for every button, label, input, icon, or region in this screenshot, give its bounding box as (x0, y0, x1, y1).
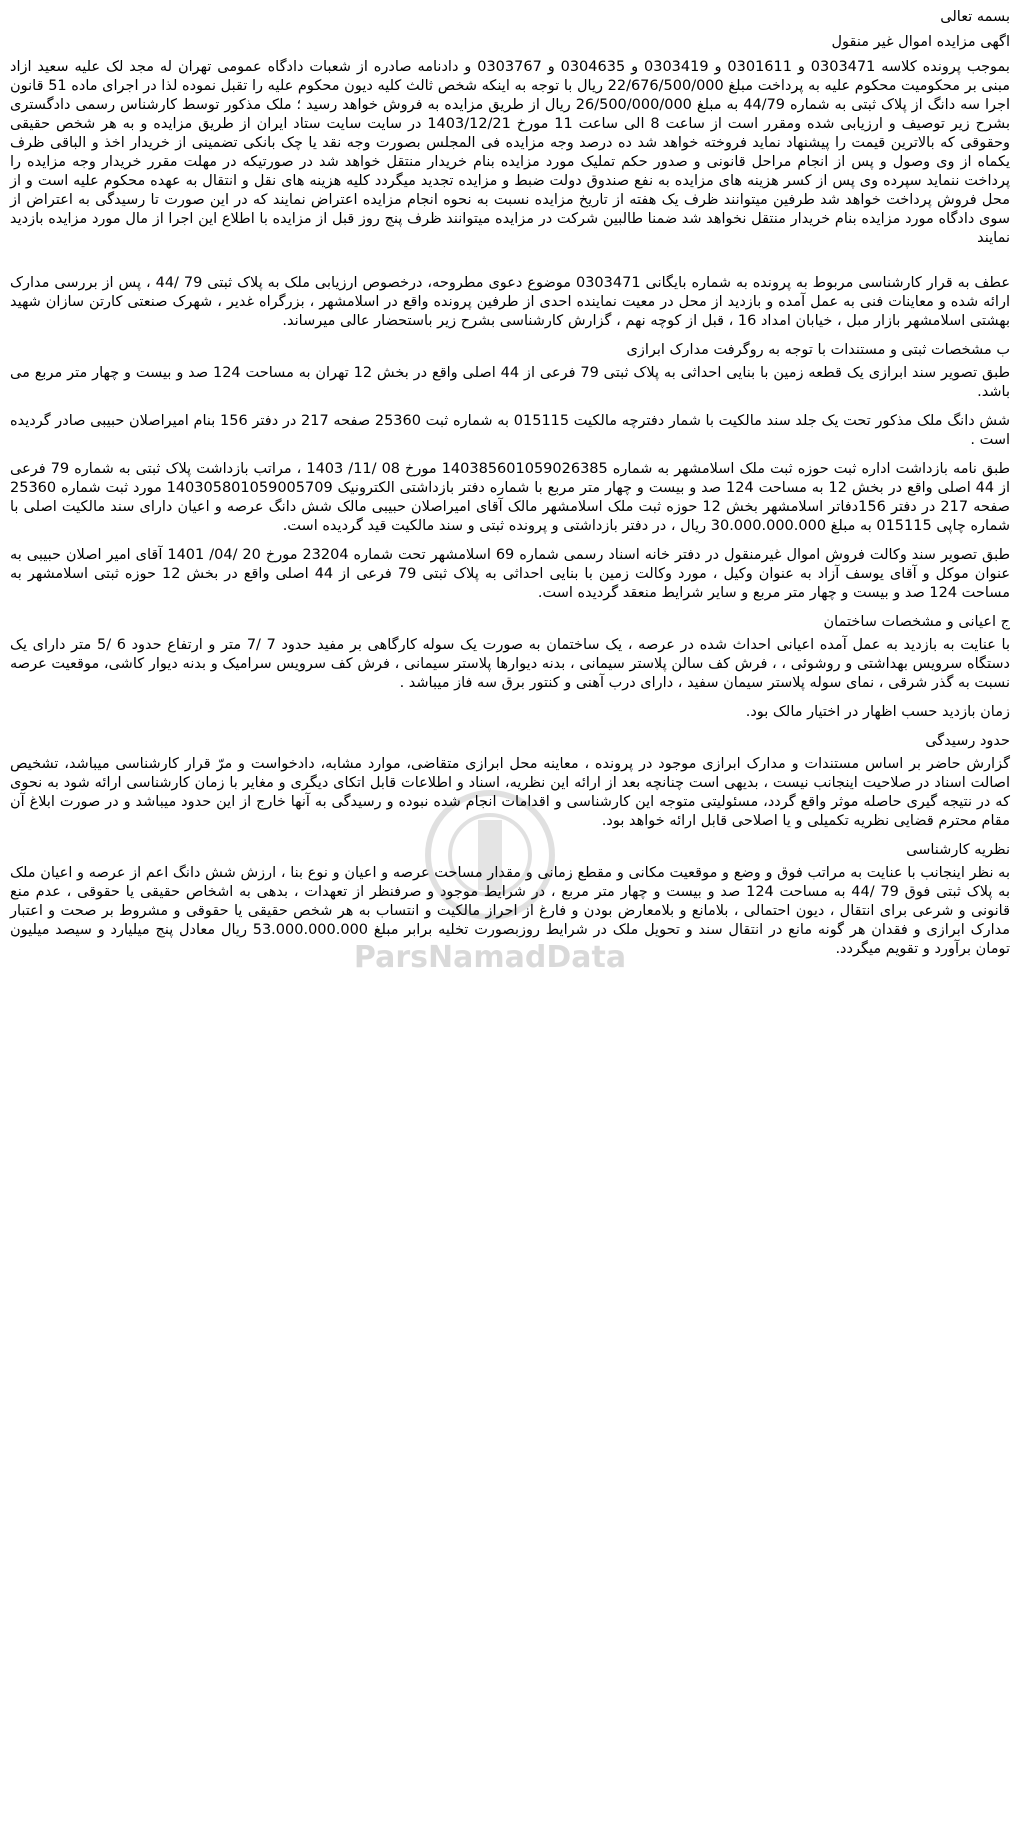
section-b-paragraph-1: طبق تصویر سند ابرازی یک قطعه زمین با بنایی احداثی به پلاک ثبتی 79 فرعی از 44 اصلی واقع در بخش 12 تهران به مساحت 124 صد و بیست و چهار متر مربع می باشد. (10, 365, 1010, 400)
scope-paragraph: گزارش حاضر بر اساس مستندات و مدارک ابرازی موجود در پرونده ، معاینه محل ابرازی متقاضی، موارد مشابه، دادخواست و مرّ قرار کارشناسی میباشد، تشخیص اصالت اسناد در صلاحیت اینجانب نیست ، بدیهی است چنانچه بعد از ارائه این نظریه، اسناد و اطلاعات قابل اتکای دیگری و مغایر با زمان کارشناسی ارائه شود به نحوی که در نتیجه گیری حاصله موثر واقع گردد، مسئولیتی متوجه این کارشناسی و اقدامات انجام شده نبوده و رسیدگی به آنها خارج از این حدود میباشد و در صورت ابلاغ آن مقام محترم قضایی نظریه تکمیلی و یا اصلاحی قابل ارائه خواهد بود. (10, 756, 1010, 829)
opinion-paragraph: به نظر اینجانب با عنایت به مراتب فوق و وضع و موقعیت مکانی و مقطع زمانی و مقدار مساحت عرصه و اعیان و نوع بنا ، ارزش شش دانگ اعم از عرصه و اعیان ملک به پلاک ثبتی فوق 79 /44 به مساحت 124 صد و بیست و چهار متر مربع ، در شرایط موجود و صرفنظر از تعهدات ، بدهی به اشخاص حقیقی یا حقوقی ، عدم منع قانونی و شرعی برای انتقال ، دیون احتمالی ، بلامانع و بلامعارض بودن و فارغ از احراز مالکیت و انتساب به هر شخص حقیقی یا حقوقی و مشروط بر صحت و اعتبار مدارک ابرازی و فقدان هر گونه مانع در انتقال سند و تحویل ملک در شرایط روزبصورت تخلیه برابر مبلغ 53.000.000.000 ریال معادل پنج میلیارد و سیصد میلیون تومان برآورد و تقویم میگردد. (10, 865, 1010, 957)
section-c-heading: ج اعیانی و مشخصات ساختمان (823, 614, 1010, 630)
document-subtitle: اگهی مزایده اموال غیر منقول (831, 34, 1010, 50)
watermark-brand: ParsNamadData (353, 940, 627, 975)
section-b-paragraph-2: شش دانگ ملک مذکور تحت یک جلد سند مالکیت با شمار دفترچه مالکیت 015115 به شماره ثبت 25360 صفحه 217 در دفتر 156 بنام امیراصلان حبیبی صادر گردیده است . (10, 413, 1011, 448)
section-b-heading: ب مشخصات ثبتی و مستندات با توجه به روگرفت مدارک ابرازی (626, 342, 1010, 358)
section-b-paragraph-3: طبق نامه بازداشت اداره ثبت حوزه ثبت ملک اسلامشهر به شماره 140385601059026385 مورخ 08 /11/ 1403 ، مراتب بازداشت پلاک ثبتی به شماره 79 فرعی از 44 اصلی واقع در بخش 12 به مساحت 124 صد و بیست و چهار متر مربع با شماره دفتر بازداشتی الکترونیک 140305801059005709 مورد ثبت شماره 25360 صفحه 217 در دفتر 156دفاتر اسلامشهر بخش 12 حوزه ثبت ملک اسلامشهر مالک آقای امیراصلان حبیبی مالک شش دانگ عرصه و اعیان دارای سند مالکیت اصلی با شماره چاپی 015115 به مبلغ 30.000.000.000 ریال ، در دفتر بازداشتی و پرونده ثبتی و سند مالکیت قید گردیده است. (10, 461, 1010, 534)
scope-heading: حدود رسیدگی (925, 733, 1010, 749)
section-c-paragraph-1: با عنایت به بازدید به عمل آمده اعیانی احداث شده در عرصه ، یک ساختمان به صورت یک سوله کارگاهی بر مفید حدود 7 /7 متر و ارتفاع حدود 6 /5 متر دارای یک دستگاه سرویس بهداشتی و روشوئی ، ، فرش کف سالن پلاستر سیمانی ، بدنه دیوارها پلاستر سیمانی ، فرش کف سرویس سرامیک و بدنه دیوار کاشی، موقعیت عرصه نسبت به گذر شرقی ، نمای سوله پلاستر سیمان سفید ، دارای درب آهنی و کنتور برق سه فاز میباشد . (10, 637, 1011, 691)
document-title: بسمه تعالی (940, 9, 1010, 25)
visit-note: زمان بازدید حسب اظهار در اختیار مالک بود. (745, 704, 1010, 720)
section-b-paragraph-4: طبق تصویر سند وکالت فروش اموال غیرمنقول در دفتر خانه اسناد رسمی شماره 69 اسلامشهر تحت شماره 23204 مورخ 20 /04/ 1401 آقای امیر اصلان حبیبی به عنوان موکل و آقای یوسف آزاد به عنوان وکیل ، مورد وکالت زمین با بنایی احداثی به پلاک ثبتی 79 فرعی از 44 اصلی واقع در بخش 12 حوزه ثبتی اسلامشهر به مساحت 124 صد و بیست و چهار متر مربع و سایر شرایط منعقد گردیده است. (10, 547, 1011, 601)
expert-intro-paragraph: عطف به قرار کارشناسی مربوط به پرونده به شماره بایگانی 0303471 موضوع دعوی مطروحه، درخصوص ارزیابی ملک به پلاک ثبتی 79 /44 ، پس از بررسی مدارک ارائه شده و معاینات فنی به عمل آمده و بازدید از محل در معیت نماینده احدی از طرفین پرونده واقع در اسلامشهر ، بزرگراه غدیر ، شهرک صنعتی کارتن سازان شهید بهشتی اسلامشهر بازار مبل ، خیابان امداد 16 ، قبل از کوچه نهم ، گزارش کارشناسی بشرح زیر باستحضار عالی میرساند. (10, 275, 1010, 329)
opinion-heading: نظریه کارشناسی (906, 842, 1010, 858)
intro-paragraph: بموجب پرونده کلاسه 0303471 و 0301611 و 0303419 و 0304635 و 0303767 و دادنامه صادره از شعبات دادگاه عمومی تهران له مجد لک علیه سعید ازاد مبنی بر محکومیت محکوم علیه به پرداخت مبلغ 22/676/500/000 ریال با توجه به اینکه شخص ثالث کلیه دیون محکوم علیه را تقبل نموده لذا در اجرای ماده 51 قانون اجرا سه دانگ از پلاک ثبتی به شماره 44/79 به مبلغ 26/500/000/000 ریال از طریق مزایده به فروش خواهد رسید ؛ ملک مذکور توسط کارشناس رسمی دادگستری بشرح زیر توصیف و ارزیابی شده ومقرر است از ساعت 8 الی ساعت 11 مورخ 1403/12/21 در سایت سایت ستاد ایران از طریق مزایده و به هر شخص حقیقی وحقوقی که بالاترین قیمت را پیشنهاد نماید فروخته خواهد شد ده درصد وجه مزایده فی المجلس بصورت وجه نقد یا چک بانکی تضمینی از خریدار اخذ و الباقی ظرف یکماه از وی وصول و پس از انجام مراحل قانونی و صدور حکم تملیک مورد مزایده بنام خریدار منتقل خواهد شد در صورتیکه در مهلت مقرر خریدار وجه مزایده را پرداخت ننماید سپرده وی پس از کسر هزینه های مزایده به نفع صندوق دولت ضبط و مزایده تجدید میگردد کلیه هزینه های نقل و انتقال به عهده محکوم علیه است و از محل فروش پرداخت خواهد شد طرفین میتوانند ظرف یک هفته از تاریخ مزایده نسبت به نحوه انجام مزایده اعتراض نمایند که در این صورت تا رسیدگی به اعتراض از سوی دادگاه مورد مزایده بنام خریدار منتقل نخواهد شد ضمنا طالبین شرکت در مزایده میتوانند ظرف پنج روز قبل از مزایده با اطلاع این اجرا از مال مورد مزایده بازدید نمایند (10, 59, 1011, 246)
